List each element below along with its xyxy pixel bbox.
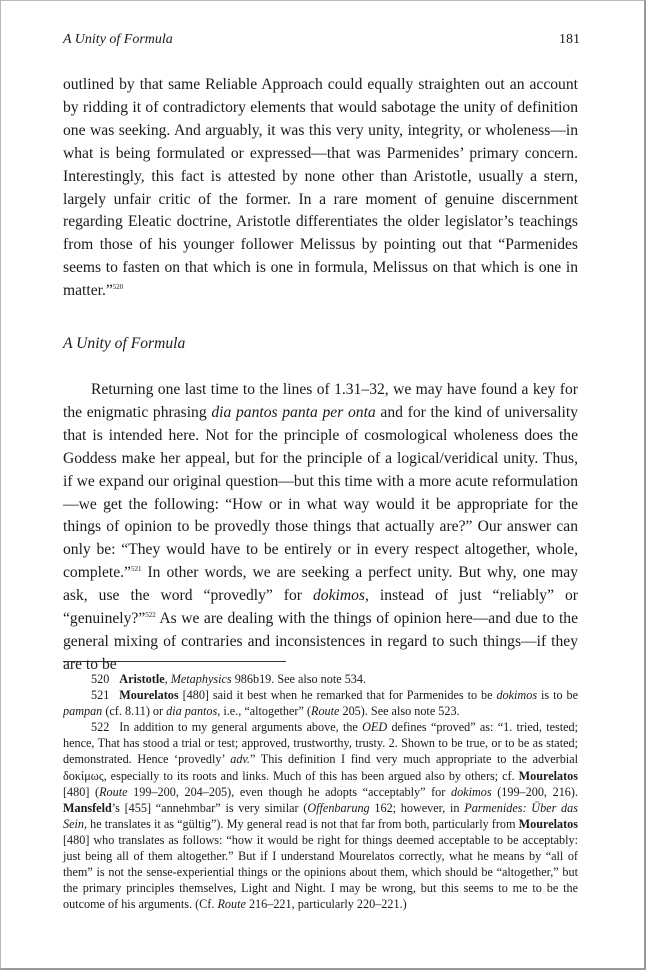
greek-phrase: dia pantos panta per onta (211, 403, 376, 421)
footnote-521: 521 Mourelatos [480] said it best when he remarked that for Parmenides to be dokimos is to be pampan (cf. 8.11) or dia pantos, i.e., “altogether” (Route 205). See also note 523. (63, 688, 578, 719)
section-heading: A Unity of Formula (63, 335, 186, 353)
footnotes (63, 661, 578, 912)
running-title: A Unity of Formula (63, 32, 173, 47)
footnote-number: 522 (91, 720, 110, 735)
footnote-ref-522[interactable]: 522 (145, 611, 156, 620)
footnote-ref-520[interactable]: 520 (112, 283, 124, 292)
paragraph-returning: Returning one last time to the lines of 1.31–32, we may have found a key for the enigmatic phrasing dia pantos panta per onta and for the kind of universality that is intended here. Not for the principle of cosmological wholeness does the Goddess make her appeal, but for the principle of a logical/veridical unity. Thus, if we expand our original question—but this time with a more acute reformulation—we get the following: “How or in what way would it be appropriate for the things of opinion to be provedly those things that actually are?” Our answer can only be: “They would have to be entirely or in every respect altogether, whole, complete.”$^{521}$ In other words, we are seeking a perfect unity. But why, one may ask, use the word “provedly” for dokimos, instead of just “reliably” or “genuinely?”$^{522}$ As we are dealing with the things of opinion here—and due to the general mixing of contraries and inconsistences in regard to such things—if they are to be (63, 380, 578, 673)
footnote-number: 520 (91, 672, 110, 686)
footnote-522: 522 In addition to my general arguments above, the OED defines “proved” as: “1. tried, tested; hence, That has stood a trial or test; approved, trustworthy, trusty. 2. Shown to be true, or to be as stated; demonstrated. Hence ‘provedly’ adv.” This definition I find very much appropriate to the adverbial δοκίμως, especially to its roots and links. Much of this has been argued also by others; cf. Mourelatos [480] (Route 199–200, 204–205), even though he adopts “acceptably” for dokimos (199–200, 216). Mansfeld’s [455] “annehmbar” is very similar (Offenbarung 162; however, in Parmenides: Über das Sein, he translates it as “gültig”). My general read is not that far from both, particularly from Mourelatos [480] who translates as follows: “how it would be right for things deemed acceptable to be acceptably: just being all of them altogether.” But if I understand Mourelatos correctly, what he means by “all of them” is not the sense-experiential things or the opinions about them, which should be “altogether,” but the primary principles themselves, Light and Night. I may be wrong, but this seems to me to be the outcome of his arguments. (Cf. Route 216–221, particularly 220–221.) (63, 720, 579, 912)
footnote-number: 521 (91, 688, 110, 703)
term-dokimos: dokimos (313, 587, 365, 605)
footnote-ref-521[interactable]: 521 (130, 565, 142, 574)
main-text (63, 74, 578, 677)
running-head (63, 31, 580, 49)
footnote-520: 520 Aristotle, Metaphysics 986b19. See also note 534. (91, 672, 367, 686)
footnote-rule (63, 661, 286, 662)
paragraph-continued: outlined by that same Reliable Approach could equally straighten out an account by ridding it of contradictory elements that would sabotage the unity of definition one was seeking. And arguably, it was this very unity, integrity, or wholeness—in what is being formulated or expressed—that was Parmenides’ primary concern. Interestingly, this fact is attested by none other than Aristotle, usually a stern, largely unfair critic of the former. In a rare moment of genuine discernment regarding Eleatic doctrine, Aristotle differentiates the older legislator’s teachings from those of his younger follower Melissus by pointing out that “Parmenides seems to fasten on that which is one in formula, Melissus on that which is one in matter.”$^{520}$ (63, 76, 578, 300)
page-number: 181 (559, 32, 580, 47)
